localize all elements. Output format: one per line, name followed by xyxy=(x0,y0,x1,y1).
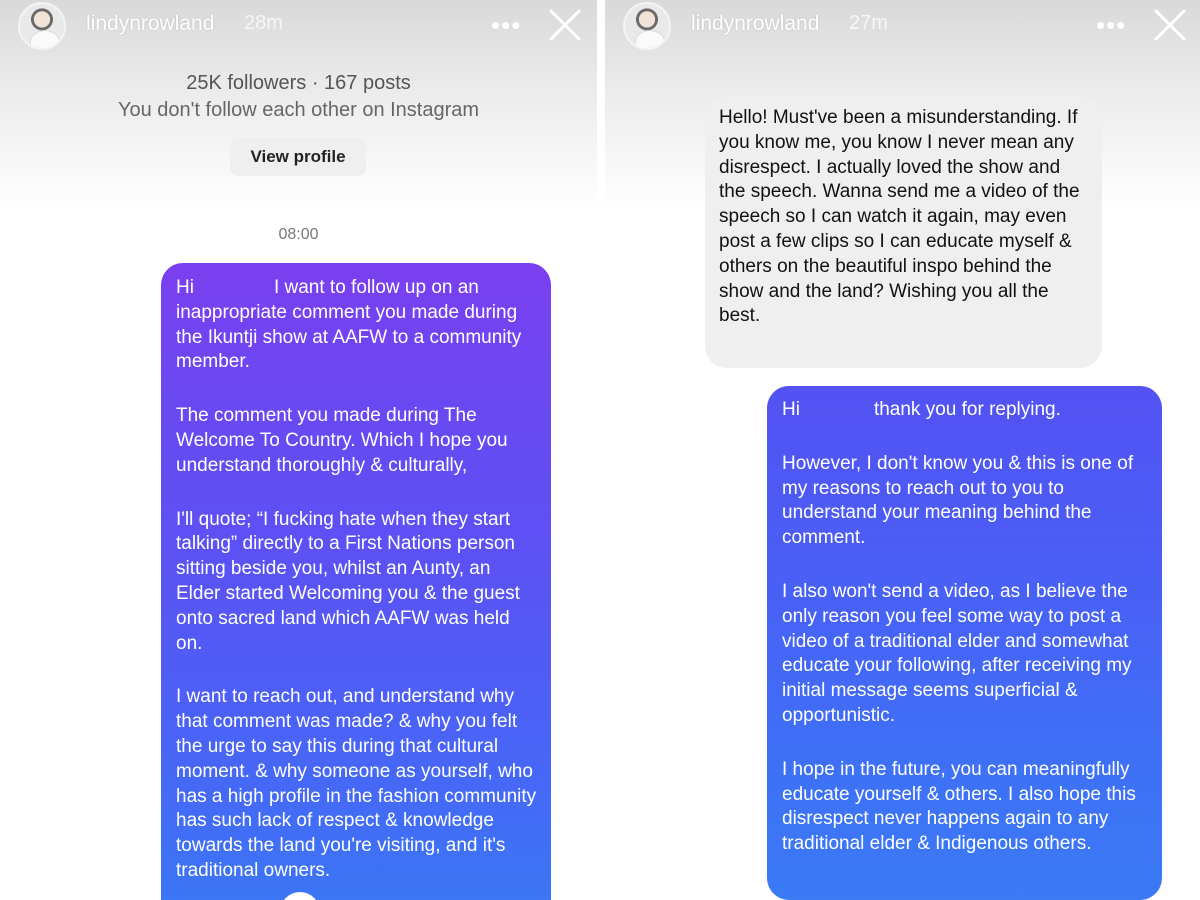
message-paragraph xyxy=(176,276,537,375)
story-panel-left xyxy=(0,0,597,900)
greeting: Hi xyxy=(176,277,194,298)
sent-message-bubble xyxy=(767,386,1162,900)
message-text: thank you for replying. xyxy=(873,399,1061,420)
story-header xyxy=(0,0,597,52)
time-ago: 28m xyxy=(244,12,283,34)
username[interactable]: lindynrowland xyxy=(691,12,820,35)
message-paragraph: However, I don't know you & this is one of my reasons to reach out to you to understand your meaning behind the comment. xyxy=(782,452,1134,549)
avatar[interactable] xyxy=(18,2,66,50)
message-paragraph: I want to reach out, and understand why that comment was made? & why you felt the urge to say this during that cultural moment. & why someone as yourself, who has a high profile in the fashion community has such lack of respect & knowledge towards the land you're visiting, and it's traditional owners. xyxy=(176,686,537,881)
message-paragraph: I hope in the future, you can meaningfully educate yourself & others. I also hope this disrespect never happens again to any traditional elder & Indigenous others. xyxy=(782,758,1136,855)
view-profile-button[interactable]: View profile xyxy=(230,138,366,176)
message-paragraph: The comment you made during The Welcome To Country. Which I hope you understand thoroughly & culturally, xyxy=(176,405,508,476)
message-paragraph: I'll quote; “I fucking hate when they start talking” directly to a First Nations person sitting beside you, whilst an Aunty, an Elder started Welcoming you & the guest onto sacred land which AAFW was held on. xyxy=(176,508,520,654)
message-paragraph: I also won't send a video, as I believe the only reason you feel some way to post a video of a traditional elder and somewhat educate your following, after receiving my initial message seems superficial & opportunistic. xyxy=(782,580,1132,726)
close-icon[interactable] xyxy=(1153,8,1187,42)
follow-note: You don't follow each other on Instagram xyxy=(117,99,480,121)
message-text: I want to follow up on an xyxy=(273,277,479,298)
close-icon[interactable] xyxy=(548,8,582,42)
more-horizontal-icon[interactable]: ••• xyxy=(1096,10,1127,40)
more-horizontal-icon[interactable]: ••• xyxy=(491,10,522,40)
story-header xyxy=(605,0,1200,52)
message-paragraph: Hello! Must've been a misunderstanding. If you know me, you know I never mean any disrespect. I actually loved the show and the speech. Wanna send me a video of the speech so I can watch it again, may even post a few clips so I can educate myself & others on the beautiful inspo behind the show and the land? Wishing you all the best. xyxy=(719,107,1080,327)
panel-divider xyxy=(597,0,605,900)
username[interactable]: lindynrowland xyxy=(86,12,215,35)
profile-stats: 25K followers · 167 posts xyxy=(186,72,411,94)
sent-message-bubble xyxy=(161,263,551,900)
avatar[interactable] xyxy=(623,2,671,50)
time-ago: 27m xyxy=(849,12,888,34)
message-text: inappropriate comment you made during the Ikuntji show at AAFW to a community member. xyxy=(176,301,522,373)
received-message-bubble xyxy=(705,96,1102,368)
greeting: Hi xyxy=(782,399,800,420)
message-paragraph xyxy=(782,398,1148,423)
message-timestamp: 08:00 xyxy=(278,226,319,243)
